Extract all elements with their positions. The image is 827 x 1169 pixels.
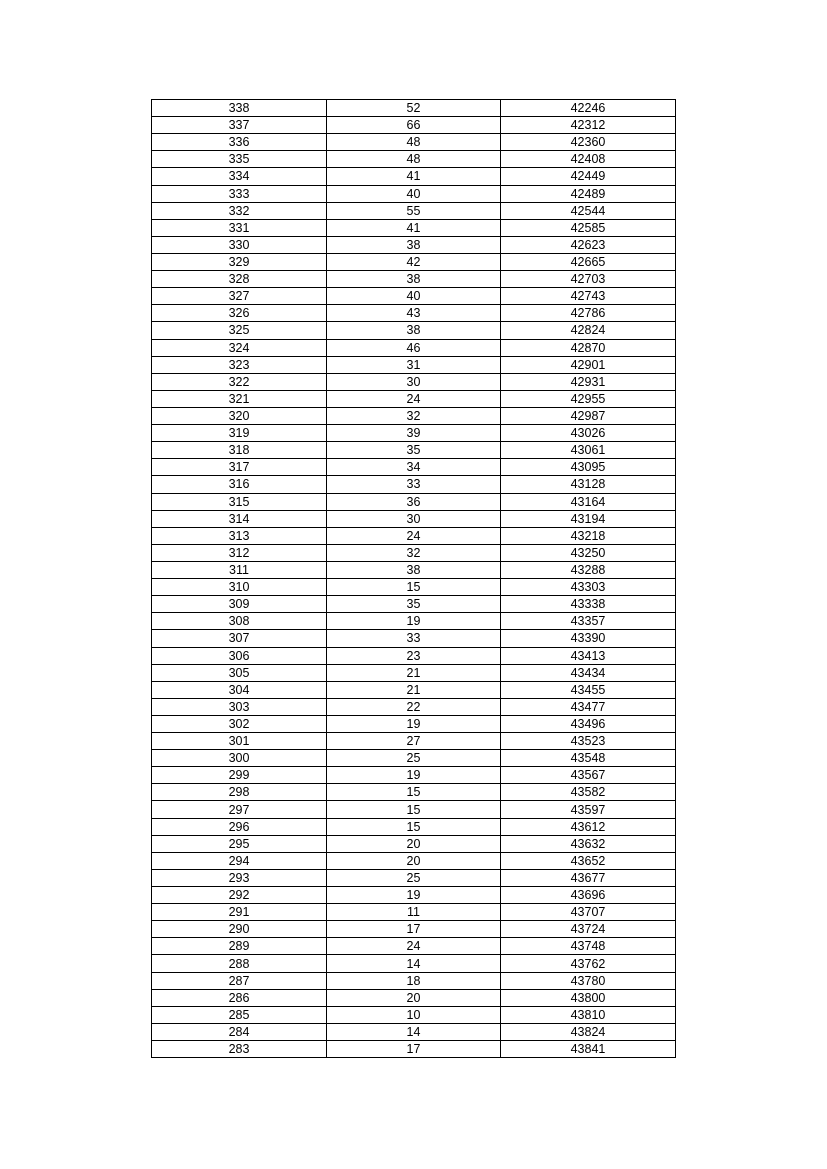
score-cell: 304 (152, 681, 327, 698)
table-row (152, 1023, 676, 1040)
count-cell: 43 (327, 305, 501, 322)
count-cell: 15 (327, 784, 501, 801)
cumulative-cell: 42786 (501, 305, 676, 322)
count-cell: 36 (327, 493, 501, 510)
count-cell: 21 (327, 664, 501, 681)
cumulative-cell: 43455 (501, 681, 676, 698)
score-cell: 290 (152, 921, 327, 938)
cumulative-cell: 42449 (501, 168, 676, 185)
count-cell: 19 (327, 613, 501, 630)
count-cell: 38 (327, 236, 501, 253)
table-row (152, 390, 676, 407)
cumulative-cell: 43652 (501, 852, 676, 869)
count-cell: 55 (327, 202, 501, 219)
score-cell: 321 (152, 390, 327, 407)
score-cell: 332 (152, 202, 327, 219)
cumulative-cell: 43707 (501, 904, 676, 921)
score-cell: 335 (152, 151, 327, 168)
cumulative-cell: 43810 (501, 1006, 676, 1023)
table-row (152, 134, 676, 151)
table-row (152, 339, 676, 356)
score-cell: 315 (152, 493, 327, 510)
cumulative-cell: 42743 (501, 288, 676, 305)
table-row (152, 698, 676, 715)
score-distribution-table (151, 99, 676, 1058)
score-cell: 334 (152, 168, 327, 185)
score-cell: 317 (152, 459, 327, 476)
cumulative-cell: 43357 (501, 613, 676, 630)
count-cell: 46 (327, 339, 501, 356)
score-cell: 327 (152, 288, 327, 305)
count-cell: 48 (327, 134, 501, 151)
count-cell: 19 (327, 767, 501, 784)
cumulative-cell: 42623 (501, 236, 676, 253)
cumulative-cell: 43748 (501, 938, 676, 955)
table-row (152, 767, 676, 784)
cumulative-cell: 43523 (501, 733, 676, 750)
cumulative-cell: 43762 (501, 955, 676, 972)
count-cell: 24 (327, 527, 501, 544)
table-row (152, 647, 676, 664)
score-cell: 312 (152, 544, 327, 561)
table-row (152, 356, 676, 373)
cumulative-cell: 43026 (501, 425, 676, 442)
score-cell: 303 (152, 698, 327, 715)
count-cell: 38 (327, 271, 501, 288)
cumulative-cell: 43390 (501, 630, 676, 647)
table-row (152, 733, 676, 750)
cumulative-cell: 42544 (501, 202, 676, 219)
count-cell: 30 (327, 373, 501, 390)
score-cell: 302 (152, 715, 327, 732)
cumulative-cell: 43164 (501, 493, 676, 510)
table-row (152, 869, 676, 886)
table-row (152, 681, 676, 698)
score-cell: 307 (152, 630, 327, 647)
table-row (152, 715, 676, 732)
score-cell: 314 (152, 510, 327, 527)
count-cell: 14 (327, 955, 501, 972)
count-cell: 15 (327, 579, 501, 596)
score-cell: 292 (152, 887, 327, 904)
cumulative-cell: 43724 (501, 921, 676, 938)
table-row (152, 373, 676, 390)
table-row (152, 253, 676, 270)
score-cell: 319 (152, 425, 327, 442)
score-cell: 299 (152, 767, 327, 784)
count-cell: 25 (327, 750, 501, 767)
count-cell: 24 (327, 390, 501, 407)
score-cell: 337 (152, 117, 327, 134)
cumulative-cell: 43250 (501, 544, 676, 561)
table-row (152, 904, 676, 921)
cumulative-cell: 42246 (501, 100, 676, 117)
count-cell: 20 (327, 852, 501, 869)
score-cell: 306 (152, 647, 327, 664)
table-row (152, 493, 676, 510)
cumulative-cell: 43303 (501, 579, 676, 596)
count-cell: 41 (327, 168, 501, 185)
score-cell: 326 (152, 305, 327, 322)
score-cell: 288 (152, 955, 327, 972)
table-row (152, 219, 676, 236)
count-cell: 14 (327, 1023, 501, 1040)
cumulative-cell: 43612 (501, 818, 676, 835)
score-cell: 323 (152, 356, 327, 373)
cumulative-cell: 42585 (501, 219, 676, 236)
cumulative-cell: 43413 (501, 647, 676, 664)
score-cell: 322 (152, 373, 327, 390)
count-cell: 48 (327, 151, 501, 168)
count-cell: 52 (327, 100, 501, 117)
cumulative-cell: 42955 (501, 390, 676, 407)
cumulative-cell: 42489 (501, 185, 676, 202)
cumulative-cell: 42931 (501, 373, 676, 390)
score-cell: 297 (152, 801, 327, 818)
cumulative-cell: 42987 (501, 407, 676, 424)
score-cell: 283 (152, 1041, 327, 1058)
table-row (152, 579, 676, 596)
score-cell: 291 (152, 904, 327, 921)
table-row (152, 613, 676, 630)
cumulative-cell: 43582 (501, 784, 676, 801)
cumulative-cell: 43477 (501, 698, 676, 715)
table-row (152, 151, 676, 168)
count-cell: 20 (327, 835, 501, 852)
table-row (152, 664, 676, 681)
score-cell: 286 (152, 989, 327, 1006)
cumulative-cell: 43632 (501, 835, 676, 852)
cumulative-cell: 43800 (501, 989, 676, 1006)
count-cell: 19 (327, 887, 501, 904)
cumulative-cell: 42901 (501, 356, 676, 373)
cumulative-cell: 43061 (501, 442, 676, 459)
score-cell: 329 (152, 253, 327, 270)
score-cell: 309 (152, 596, 327, 613)
table-row (152, 852, 676, 869)
score-cell: 300 (152, 750, 327, 767)
cumulative-cell: 43338 (501, 596, 676, 613)
table-row (152, 202, 676, 219)
table-row (152, 1041, 676, 1058)
count-cell: 27 (327, 733, 501, 750)
score-cell: 284 (152, 1023, 327, 1040)
table-row (152, 476, 676, 493)
score-cell: 308 (152, 613, 327, 630)
score-cell: 331 (152, 219, 327, 236)
count-cell: 32 (327, 544, 501, 561)
cumulative-cell: 43677 (501, 869, 676, 886)
count-cell: 15 (327, 818, 501, 835)
score-cell: 287 (152, 972, 327, 989)
table-row (152, 117, 676, 134)
table-row (152, 322, 676, 339)
cumulative-cell: 42408 (501, 151, 676, 168)
table-row (152, 1006, 676, 1023)
table-body (152, 100, 676, 1058)
score-cell: 330 (152, 236, 327, 253)
cumulative-cell: 43128 (501, 476, 676, 493)
score-cell: 296 (152, 818, 327, 835)
count-cell: 42 (327, 253, 501, 270)
score-cell: 320 (152, 407, 327, 424)
score-cell: 324 (152, 339, 327, 356)
score-cell: 301 (152, 733, 327, 750)
cumulative-cell: 42870 (501, 339, 676, 356)
table-row (152, 887, 676, 904)
cumulative-cell: 43218 (501, 527, 676, 544)
table-row (152, 972, 676, 989)
cumulative-cell: 43780 (501, 972, 676, 989)
table-row (152, 630, 676, 647)
count-cell: 40 (327, 288, 501, 305)
cumulative-cell: 43824 (501, 1023, 676, 1040)
score-cell: 289 (152, 938, 327, 955)
count-cell: 11 (327, 904, 501, 921)
count-cell: 41 (327, 219, 501, 236)
table-row (152, 100, 676, 117)
score-cell: 285 (152, 1006, 327, 1023)
cumulative-cell: 43567 (501, 767, 676, 784)
count-cell: 25 (327, 869, 501, 886)
table-row (152, 185, 676, 202)
table-row (152, 168, 676, 185)
cumulative-cell: 43548 (501, 750, 676, 767)
cumulative-cell: 42665 (501, 253, 676, 270)
count-cell: 35 (327, 442, 501, 459)
count-cell: 40 (327, 185, 501, 202)
cumulative-cell: 42312 (501, 117, 676, 134)
score-cell: 305 (152, 664, 327, 681)
score-cell: 298 (152, 784, 327, 801)
count-cell: 21 (327, 681, 501, 698)
score-cell: 333 (152, 185, 327, 202)
score-cell: 313 (152, 527, 327, 544)
cumulative-cell: 43288 (501, 561, 676, 578)
count-cell: 10 (327, 1006, 501, 1023)
count-cell: 32 (327, 407, 501, 424)
table-row (152, 288, 676, 305)
count-cell: 17 (327, 921, 501, 938)
score-cell: 294 (152, 852, 327, 869)
score-cell: 295 (152, 835, 327, 852)
count-cell: 38 (327, 322, 501, 339)
cumulative-cell: 43597 (501, 801, 676, 818)
cumulative-cell: 42703 (501, 271, 676, 288)
score-cell: 311 (152, 561, 327, 578)
count-cell: 22 (327, 698, 501, 715)
table-row (152, 459, 676, 476)
count-cell: 38 (327, 561, 501, 578)
table-row (152, 818, 676, 835)
table-row (152, 596, 676, 613)
score-cell: 316 (152, 476, 327, 493)
table-row (152, 527, 676, 544)
count-cell: 66 (327, 117, 501, 134)
table-row (152, 425, 676, 442)
cumulative-cell: 43434 (501, 664, 676, 681)
count-cell: 33 (327, 630, 501, 647)
count-cell: 24 (327, 938, 501, 955)
table-row (152, 835, 676, 852)
cumulative-cell: 42360 (501, 134, 676, 151)
count-cell: 18 (327, 972, 501, 989)
cumulative-cell: 43841 (501, 1041, 676, 1058)
table-row (152, 544, 676, 561)
count-cell: 23 (327, 647, 501, 664)
count-cell: 17 (327, 1041, 501, 1058)
count-cell: 30 (327, 510, 501, 527)
table-row (152, 750, 676, 767)
count-cell: 31 (327, 356, 501, 373)
table-row (152, 236, 676, 253)
cumulative-cell: 42824 (501, 322, 676, 339)
table-row (152, 955, 676, 972)
count-cell: 19 (327, 715, 501, 732)
score-cell: 338 (152, 100, 327, 117)
score-cell: 328 (152, 271, 327, 288)
table-row (152, 442, 676, 459)
score-cell: 293 (152, 869, 327, 886)
cumulative-cell: 43696 (501, 887, 676, 904)
table-row (152, 921, 676, 938)
table-row (152, 407, 676, 424)
table-row (152, 305, 676, 322)
table-row (152, 271, 676, 288)
score-cell: 325 (152, 322, 327, 339)
table-row (152, 561, 676, 578)
table-row (152, 801, 676, 818)
count-cell: 35 (327, 596, 501, 613)
score-cell: 318 (152, 442, 327, 459)
score-cell: 310 (152, 579, 327, 596)
cumulative-cell: 43095 (501, 459, 676, 476)
count-cell: 39 (327, 425, 501, 442)
table-row (152, 784, 676, 801)
score-cell: 336 (152, 134, 327, 151)
count-cell: 20 (327, 989, 501, 1006)
cumulative-cell: 43496 (501, 715, 676, 732)
cumulative-cell: 43194 (501, 510, 676, 527)
table-row (152, 510, 676, 527)
table-row (152, 938, 676, 955)
count-cell: 33 (327, 476, 501, 493)
table-row (152, 989, 676, 1006)
count-cell: 15 (327, 801, 501, 818)
count-cell: 34 (327, 459, 501, 476)
